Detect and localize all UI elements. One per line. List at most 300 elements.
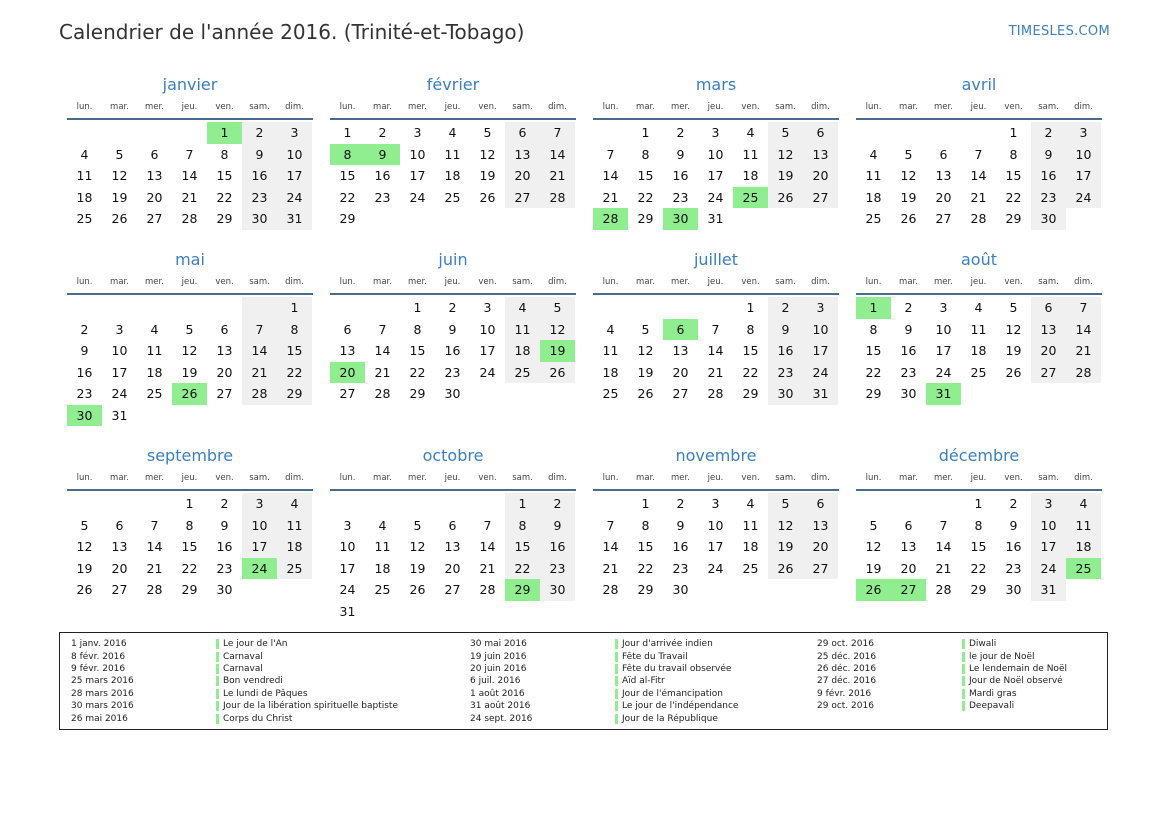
day-cell[interactable]: 29 xyxy=(637,211,654,226)
day-cell[interactable]: 12 xyxy=(1005,321,1022,337)
day-cell[interactable]: 19 xyxy=(111,189,128,205)
day-cell[interactable]: 30 xyxy=(444,386,461,401)
day-cell[interactable]: 10 xyxy=(111,343,128,358)
day-cell[interactable]: 28 xyxy=(602,582,619,597)
day-cell[interactable]: 7 xyxy=(150,517,159,533)
day-cell[interactable]: 26 xyxy=(900,211,917,226)
day-cell[interactable]: 1 xyxy=(413,300,422,315)
day-cell[interactable]: 17 xyxy=(277,165,312,187)
day-cell[interactable]: 1 xyxy=(641,496,650,511)
day-cell[interactable]: 22 xyxy=(181,560,198,576)
day-cell[interactable]: 2 xyxy=(768,297,803,319)
day-cell[interactable]: 6 xyxy=(904,517,913,533)
day-cell[interactable]: 24 xyxy=(707,189,724,205)
day-cell[interactable]: 9 xyxy=(540,515,575,537)
day-cell[interactable]: 12 xyxy=(900,168,917,183)
day-cell[interactable]: 10 xyxy=(242,515,277,537)
day-cell[interactable]: 8 xyxy=(413,321,422,337)
day-cell[interactable]: 30 xyxy=(1031,208,1066,230)
day-cell[interactable]: 27 xyxy=(803,187,838,209)
holiday-day[interactable]: 19 xyxy=(540,340,575,362)
day-cell[interactable]: 14 xyxy=(1066,319,1101,341)
day-cell[interactable]: 28 xyxy=(707,386,724,401)
day-cell[interactable]: 18 xyxy=(444,168,461,183)
day-cell[interactable]: 31 xyxy=(111,407,128,423)
day-cell[interactable]: 18 xyxy=(277,536,312,558)
day-cell[interactable]: 13 xyxy=(672,343,689,358)
day-cell[interactable]: 29 xyxy=(865,386,882,401)
day-cell[interactable]: 25 xyxy=(742,560,759,576)
day-cell[interactable]: 7 xyxy=(606,517,615,533)
day-cell[interactable]: 25 xyxy=(76,211,93,226)
day-cell[interactable]: 10 xyxy=(339,539,356,554)
day-cell[interactable]: 10 xyxy=(409,146,426,162)
day-cell[interactable]: 22 xyxy=(637,189,654,205)
day-cell[interactable]: 4 xyxy=(150,321,159,337)
day-cell[interactable]: 29 xyxy=(970,582,987,597)
day-cell[interactable]: 3 xyxy=(483,300,492,315)
day-cell[interactable]: 21 xyxy=(602,560,619,576)
day-cell[interactable]: 22 xyxy=(277,362,312,384)
day-cell[interactable]: 28 xyxy=(479,582,496,597)
day-cell[interactable]: 21 xyxy=(146,560,163,576)
day-cell[interactable]: 5 xyxy=(413,517,422,533)
day-cell[interactable]: 13 xyxy=(216,343,233,358)
day-cell[interactable]: 27 xyxy=(146,211,163,226)
day-cell[interactable]: 27 xyxy=(672,386,689,401)
holiday-day[interactable]: 30 xyxy=(663,208,698,230)
day-cell[interactable]: 4 xyxy=(80,146,89,162)
day-cell[interactable]: 11 xyxy=(602,343,619,358)
day-cell[interactable]: 4 xyxy=(1066,493,1101,515)
day-cell[interactable]: 23 xyxy=(768,362,803,384)
day-cell[interactable]: 24 xyxy=(111,386,128,401)
day-cell[interactable]: 28 xyxy=(374,386,391,401)
day-cell[interactable]: 28 xyxy=(540,187,575,209)
day-cell[interactable]: 31 xyxy=(339,603,356,619)
day-cell[interactable]: 4 xyxy=(378,517,387,533)
day-cell[interactable]: 19 xyxy=(181,364,198,380)
day-cell[interactable]: 6 xyxy=(803,493,838,515)
day-cell[interactable]: 24 xyxy=(277,187,312,209)
holiday-day[interactable]: 25 xyxy=(733,187,768,209)
day-cell[interactable]: 14 xyxy=(707,343,724,358)
day-cell[interactable]: 2 xyxy=(676,125,685,140)
day-cell[interactable]: 19 xyxy=(768,536,803,558)
day-cell[interactable]: 11 xyxy=(277,515,312,537)
day-cell[interactable]: 25 xyxy=(505,362,540,384)
holiday-day[interactable]: 29 xyxy=(505,579,540,601)
day-cell[interactable]: 25 xyxy=(146,386,163,401)
day-cell[interactable]: 16 xyxy=(216,539,233,554)
day-cell[interactable]: 21 xyxy=(602,189,619,205)
day-cell[interactable]: 14 xyxy=(540,144,575,166)
day-cell[interactable]: 1 xyxy=(746,300,755,315)
day-cell[interactable]: 28 xyxy=(242,383,277,405)
holiday-day[interactable]: 28 xyxy=(593,208,628,230)
day-cell[interactable]: 10 xyxy=(1066,144,1101,166)
day-cell[interactable]: 4 xyxy=(277,493,312,515)
day-cell[interactable]: 17 xyxy=(935,343,952,358)
day-cell[interactable]: 23 xyxy=(1031,187,1066,209)
day-cell[interactable]: 4 xyxy=(746,496,755,511)
day-cell[interactable]: 25 xyxy=(444,189,461,205)
day-cell[interactable]: 29 xyxy=(277,383,312,405)
day-cell[interactable]: 21 xyxy=(1066,340,1101,362)
day-cell[interactable]: 17 xyxy=(111,364,128,380)
day-cell[interactable]: 5 xyxy=(540,297,575,319)
day-cell[interactable]: 21 xyxy=(181,189,198,205)
day-cell[interactable]: 17 xyxy=(339,560,356,576)
holiday-day[interactable]: 30 xyxy=(67,405,102,427)
day-cell[interactable]: 5 xyxy=(80,517,89,533)
day-cell[interactable]: 8 xyxy=(869,321,878,337)
day-cell[interactable]: 13 xyxy=(803,144,838,166)
day-cell[interactable]: 30 xyxy=(1005,582,1022,597)
day-cell[interactable]: 22 xyxy=(216,189,233,205)
day-cell[interactable]: 3 xyxy=(1031,493,1066,515)
day-cell[interactable]: 22 xyxy=(339,189,356,205)
day-cell[interactable]: 30 xyxy=(768,383,803,405)
day-cell[interactable]: 11 xyxy=(76,168,93,183)
day-cell[interactable]: 7 xyxy=(483,517,492,533)
day-cell[interactable]: 9 xyxy=(1009,517,1018,533)
day-cell[interactable]: 12 xyxy=(111,168,128,183)
day-cell[interactable]: 4 xyxy=(606,321,615,337)
day-cell[interactable]: 9 xyxy=(676,517,685,533)
day-cell[interactable]: 24 xyxy=(479,364,496,380)
day-cell[interactable]: 10 xyxy=(707,146,724,162)
day-cell[interactable]: 15 xyxy=(1005,168,1022,183)
day-cell[interactable]: 28 xyxy=(970,211,987,226)
day-cell[interactable]: 19 xyxy=(76,560,93,576)
day-cell[interactable]: 18 xyxy=(742,539,759,554)
day-cell[interactable]: 13 xyxy=(900,539,917,554)
day-cell[interactable]: 28 xyxy=(935,582,952,597)
day-cell[interactable]: 22 xyxy=(409,364,426,380)
day-cell[interactable]: 1 xyxy=(641,125,650,140)
day-cell[interactable]: 27 xyxy=(803,558,838,580)
day-cell[interactable]: 16 xyxy=(242,165,277,187)
day-cell[interactable]: 11 xyxy=(970,321,987,337)
day-cell[interactable]: 18 xyxy=(865,189,882,205)
day-cell[interactable]: 10 xyxy=(707,517,724,533)
day-cell[interactable]: 11 xyxy=(742,146,759,162)
day-cell[interactable]: 27 xyxy=(444,582,461,597)
day-cell[interactable]: 12 xyxy=(768,515,803,537)
day-cell[interactable]: 25 xyxy=(277,558,312,580)
day-cell[interactable]: 23 xyxy=(242,187,277,209)
day-cell[interactable]: 21 xyxy=(707,364,724,380)
day-cell[interactable]: 27 xyxy=(216,386,233,401)
day-cell[interactable]: 16 xyxy=(900,343,917,358)
day-cell[interactable]: 29 xyxy=(409,386,426,401)
day-cell[interactable]: 12 xyxy=(181,343,198,358)
day-cell[interactable]: 17 xyxy=(707,539,724,554)
day-cell[interactable]: 11 xyxy=(742,517,759,533)
day-cell[interactable]: 8 xyxy=(505,515,540,537)
day-cell[interactable]: 16 xyxy=(672,168,689,183)
day-cell[interactable]: 7 xyxy=(378,321,387,337)
day-cell[interactable]: 3 xyxy=(939,300,948,315)
day-cell[interactable]: 20 xyxy=(1031,340,1066,362)
day-cell[interactable]: 22 xyxy=(970,560,987,576)
day-cell[interactable]: 4 xyxy=(974,300,983,315)
day-cell[interactable]: 4 xyxy=(448,125,457,140)
day-cell[interactable]: 22 xyxy=(742,364,759,380)
day-cell[interactable]: 29 xyxy=(339,211,356,226)
day-cell[interactable]: 13 xyxy=(146,168,163,183)
holiday-day[interactable]: 1 xyxy=(207,122,242,144)
day-cell[interactable]: 3 xyxy=(277,122,312,144)
day-cell[interactable]: 15 xyxy=(216,168,233,183)
day-cell[interactable]: 20 xyxy=(216,364,233,380)
day-cell[interactable]: 7 xyxy=(711,321,720,337)
day-cell[interactable]: 13 xyxy=(935,168,952,183)
day-cell[interactable]: 22 xyxy=(637,560,654,576)
day-cell[interactable]: 20 xyxy=(444,560,461,576)
day-cell[interactable]: 16 xyxy=(1005,539,1022,554)
day-cell[interactable]: 26 xyxy=(768,187,803,209)
holiday-day[interactable]: 26 xyxy=(172,383,207,405)
day-cell[interactable]: 7 xyxy=(1066,297,1101,319)
day-cell[interactable]: 6 xyxy=(115,517,124,533)
day-cell[interactable]: 17 xyxy=(1031,536,1066,558)
day-cell[interactable]: 10 xyxy=(803,319,838,341)
day-cell[interactable]: 2 xyxy=(540,493,575,515)
day-cell[interactable]: 15 xyxy=(409,343,426,358)
day-cell[interactable]: 17 xyxy=(242,536,277,558)
day-cell[interactable]: 26 xyxy=(111,211,128,226)
day-cell[interactable]: 20 xyxy=(803,536,838,558)
day-cell[interactable]: 17 xyxy=(707,168,724,183)
day-cell[interactable]: 26 xyxy=(479,189,496,205)
day-cell[interactable]: 18 xyxy=(505,340,540,362)
day-cell[interactable]: 19 xyxy=(900,189,917,205)
day-cell[interactable]: 11 xyxy=(444,146,461,162)
day-cell[interactable]: 14 xyxy=(146,539,163,554)
day-cell[interactable]: 3 xyxy=(413,125,422,140)
day-cell[interactable]: 16 xyxy=(374,168,391,183)
day-cell[interactable]: 26 xyxy=(409,582,426,597)
day-cell[interactable]: 21 xyxy=(970,189,987,205)
day-cell[interactable]: 16 xyxy=(540,536,575,558)
day-cell[interactable]: 2 xyxy=(448,300,457,315)
day-cell[interactable]: 20 xyxy=(505,165,540,187)
holiday-day[interactable]: 26 xyxy=(856,579,891,601)
day-cell[interactable]: 29 xyxy=(1005,211,1022,226)
day-cell[interactable]: 15 xyxy=(742,343,759,358)
day-cell[interactable]: 11 xyxy=(505,319,540,341)
day-cell[interactable]: 4 xyxy=(746,125,755,140)
holiday-day[interactable]: 24 xyxy=(242,558,277,580)
day-cell[interactable]: 14 xyxy=(374,343,391,358)
day-cell[interactable]: 6 xyxy=(505,122,540,144)
day-cell[interactable]: 6 xyxy=(150,146,159,162)
day-cell[interactable]: 9 xyxy=(80,343,89,358)
day-cell[interactable]: 31 xyxy=(277,208,312,230)
day-cell[interactable]: 18 xyxy=(76,189,93,205)
day-cell[interactable]: 23 xyxy=(76,386,93,401)
day-cell[interactable]: 9 xyxy=(768,319,803,341)
day-cell[interactable]: 12 xyxy=(768,144,803,166)
holiday-day[interactable]: 9 xyxy=(365,144,400,166)
day-cell[interactable]: 5 xyxy=(904,146,913,162)
day-cell[interactable]: 15 xyxy=(637,168,654,183)
day-cell[interactable]: 16 xyxy=(672,539,689,554)
day-cell[interactable]: 20 xyxy=(803,165,838,187)
day-cell[interactable]: 20 xyxy=(672,364,689,380)
day-cell[interactable]: 2 xyxy=(378,125,387,140)
day-cell[interactable]: 9 xyxy=(1031,144,1066,166)
day-cell[interactable]: 24 xyxy=(409,189,426,205)
day-cell[interactable]: 30 xyxy=(900,386,917,401)
day-cell[interactable]: 4 xyxy=(869,146,878,162)
day-cell[interactable]: 7 xyxy=(939,517,948,533)
day-cell[interactable]: 21 xyxy=(242,362,277,384)
day-cell[interactable]: 18 xyxy=(374,560,391,576)
day-cell[interactable]: 22 xyxy=(865,364,882,380)
day-cell[interactable]: 9 xyxy=(676,146,685,162)
day-cell[interactable]: 25 xyxy=(602,386,619,401)
day-cell[interactable]: 18 xyxy=(970,343,987,358)
holiday-day[interactable]: 31 xyxy=(926,383,961,405)
day-cell[interactable]: 11 xyxy=(374,539,391,554)
day-cell[interactable]: 23 xyxy=(374,189,391,205)
day-cell[interactable]: 25 xyxy=(865,211,882,226)
day-cell[interactable]: 1 xyxy=(974,496,983,511)
day-cell[interactable]: 8 xyxy=(746,321,755,337)
day-cell[interactable]: 16 xyxy=(76,364,93,380)
day-cell[interactable]: 2 xyxy=(220,496,229,511)
day-cell[interactable]: 11 xyxy=(1066,515,1101,537)
day-cell[interactable]: 21 xyxy=(935,560,952,576)
day-cell[interactable]: 5 xyxy=(483,125,492,140)
day-cell[interactable]: 10 xyxy=(935,321,952,337)
day-cell[interactable]: 28 xyxy=(181,211,198,226)
day-cell[interactable]: 20 xyxy=(935,189,952,205)
day-cell[interactable]: 18 xyxy=(146,364,163,380)
day-cell[interactable]: 15 xyxy=(970,539,987,554)
day-cell[interactable]: 13 xyxy=(339,343,356,358)
day-cell[interactable]: 22 xyxy=(505,558,540,580)
day-cell[interactable]: 5 xyxy=(1009,300,1018,315)
day-cell[interactable]: 10 xyxy=(277,144,312,166)
day-cell[interactable]: 24 xyxy=(339,582,356,597)
day-cell[interactable]: 6 xyxy=(343,321,352,337)
day-cell[interactable]: 13 xyxy=(1031,319,1066,341)
day-cell[interactable]: 6 xyxy=(448,517,457,533)
day-cell[interactable]: 18 xyxy=(742,168,759,183)
day-cell[interactable]: 14 xyxy=(181,168,198,183)
day-cell[interactable]: 16 xyxy=(444,343,461,358)
day-cell[interactable]: 8 xyxy=(185,517,194,533)
day-cell[interactable]: 19 xyxy=(409,560,426,576)
day-cell[interactable]: 8 xyxy=(641,146,650,162)
day-cell[interactable]: 4 xyxy=(505,297,540,319)
day-cell[interactable]: 11 xyxy=(865,168,882,183)
day-cell[interactable]: 1 xyxy=(505,493,540,515)
day-cell[interactable]: 5 xyxy=(641,321,650,337)
day-cell[interactable]: 31 xyxy=(1031,579,1066,601)
day-cell[interactable]: 26 xyxy=(540,362,575,384)
day-cell[interactable]: 7 xyxy=(606,146,615,162)
day-cell[interactable]: 13 xyxy=(505,144,540,166)
day-cell[interactable]: 23 xyxy=(540,558,575,580)
day-cell[interactable]: 19 xyxy=(637,364,654,380)
day-cell[interactable]: 10 xyxy=(479,321,496,337)
day-cell[interactable]: 2 xyxy=(676,496,685,511)
day-cell[interactable]: 30 xyxy=(216,582,233,597)
day-cell[interactable]: 26 xyxy=(76,582,93,597)
day-cell[interactable]: 29 xyxy=(637,582,654,597)
day-cell[interactable]: 26 xyxy=(637,386,654,401)
day-cell[interactable]: 5 xyxy=(869,517,878,533)
day-cell[interactable]: 17 xyxy=(409,168,426,183)
site-link[interactable]: TIMESLES.COM xyxy=(1008,24,1110,39)
day-cell[interactable]: 11 xyxy=(146,343,163,358)
day-cell[interactable]: 23 xyxy=(900,364,917,380)
day-cell[interactable]: 24 xyxy=(803,362,838,384)
day-cell[interactable]: 29 xyxy=(742,386,759,401)
day-cell[interactable]: 6 xyxy=(939,146,948,162)
day-cell[interactable]: 2 xyxy=(80,321,89,337)
holiday-day[interactable]: 6 xyxy=(663,319,698,341)
day-cell[interactable]: 9 xyxy=(904,321,913,337)
day-cell[interactable]: 14 xyxy=(242,340,277,362)
day-cell[interactable]: 23 xyxy=(672,189,689,205)
day-cell[interactable]: 18 xyxy=(1066,536,1101,558)
day-cell[interactable]: 23 xyxy=(216,560,233,576)
holiday-day[interactable]: 27 xyxy=(891,579,926,601)
day-cell[interactable]: 31 xyxy=(803,383,838,405)
day-cell[interactable]: 27 xyxy=(111,582,128,597)
day-cell[interactable]: 13 xyxy=(111,539,128,554)
day-cell[interactable]: 12 xyxy=(637,343,654,358)
day-cell[interactable]: 16 xyxy=(768,340,803,362)
day-cell[interactable]: 15 xyxy=(637,539,654,554)
day-cell[interactable]: 25 xyxy=(970,364,987,380)
day-cell[interactable]: 13 xyxy=(803,515,838,537)
holiday-day[interactable]: 1 xyxy=(856,297,891,319)
day-cell[interactable]: 27 xyxy=(1031,362,1066,384)
day-cell[interactable]: 12 xyxy=(76,539,93,554)
day-cell[interactable]: 5 xyxy=(768,122,803,144)
day-cell[interactable]: 20 xyxy=(900,560,917,576)
day-cell[interactable]: 16 xyxy=(1031,165,1066,187)
day-cell[interactable]: 1 xyxy=(343,125,352,140)
day-cell[interactable]: 8 xyxy=(974,517,983,533)
day-cell[interactable]: 26 xyxy=(768,558,803,580)
day-cell[interactable]: 15 xyxy=(181,539,198,554)
day-cell[interactable]: 17 xyxy=(1066,165,1101,187)
day-cell[interactable]: 12 xyxy=(865,539,882,554)
day-cell[interactable]: 6 xyxy=(220,321,229,337)
day-cell[interactable]: 3 xyxy=(343,517,352,533)
day-cell[interactable]: 1 xyxy=(1009,125,1018,140)
day-cell[interactable]: 14 xyxy=(479,539,496,554)
day-cell[interactable]: 21 xyxy=(374,364,391,380)
day-cell[interactable]: 8 xyxy=(641,517,650,533)
day-cell[interactable]: 5 xyxy=(115,146,124,162)
day-cell[interactable]: 9 xyxy=(242,144,277,166)
holiday-day[interactable]: 20 xyxy=(330,362,365,384)
holiday-day[interactable]: 8 xyxy=(330,144,365,166)
day-cell[interactable]: 24 xyxy=(1066,187,1101,209)
day-cell[interactable]: 27 xyxy=(935,211,952,226)
day-cell[interactable]: 27 xyxy=(505,187,540,209)
day-cell[interactable]: 2 xyxy=(1031,122,1066,144)
